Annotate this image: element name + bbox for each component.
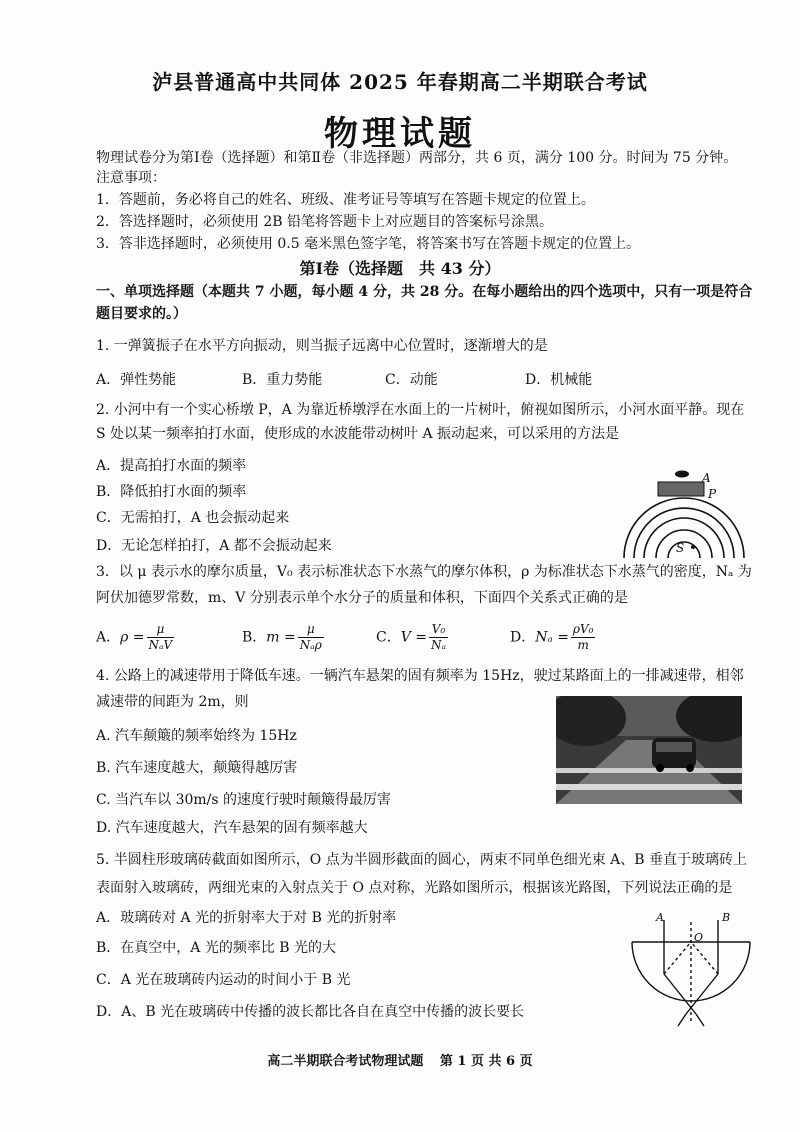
q2-fig-label-a: A	[702, 471, 711, 485]
q2-stem-cont: S 处以某一频率拍打水面，使形成的水波能带动树叶 A 振动起来，可以采用的方法是	[96, 426, 620, 442]
q5-glass-brick-figure	[626, 914, 756, 1030]
q3-c-fraction	[429, 622, 448, 653]
q3-d-fraction	[571, 622, 596, 653]
q1-option-d: D．机械能	[525, 372, 593, 388]
note-1: 1．答题前，务必将自己的姓名、班级、准考证号等填写在答题卡规定的位置上。	[96, 192, 595, 208]
q5-stem: 5. 半圆柱形玻璃砖截面如图所示，O 点为半圆形截面的圆心，两束不同单色细光束 A、B 垂直于玻璃砖上	[96, 852, 748, 868]
q4-stem: 4. 公路上的减速带用于降低车速。一辆汽车悬架的固有频率为 15Hz，驶过某路面上的一排减速带，相邻	[96, 668, 744, 684]
q5-option-a: A．玻璃砖对 A 光的折射率大于对 B 光的折射率	[96, 910, 397, 926]
q4-option-c: C. 当汽车以 30m/s 的速度行驶时颠簸得最厉害	[96, 792, 392, 808]
q1-option-b: B．重力势能	[242, 372, 323, 388]
page-footer	[0, 1050, 800, 1069]
q1-option-a: A．弹性势能	[96, 372, 177, 388]
q5-option-d: D．A、B 光在玻璃砖中传播的波长都比各自在真空中传播的波长要长	[96, 1004, 525, 1020]
exam-title: 泸县普通高中共同体 2025 年春期高二半期联合考试	[152, 70, 648, 94]
q5-fig-label-o: O	[694, 931, 704, 944]
q5-option-b: B．在真空中，A 光的频率比 B 光的大	[96, 940, 337, 956]
q3-option-c	[376, 622, 450, 653]
q4-option-a: A. 汽车颠簸的频率始终为 15Hz	[96, 728, 297, 744]
part-instruction: 一、单项选择题（本题共 7 小题，每小题 4 分，共 28 分。在每小题给出的四个选项中，只有一项是符合	[96, 284, 753, 300]
q2-fig-label-p: P	[708, 487, 717, 501]
q3-d-den: m	[577, 638, 589, 652]
q3-option-d	[510, 622, 597, 653]
q3-stem-cont: 阿伏加德罗常数，m、V 分别表示单个水分子的质量和体积，下面四个关系式正确的是	[96, 590, 628, 606]
q2-option-a: A．提高拍打水面的频率	[96, 458, 247, 474]
q2-option-d: D．无论怎样拍打，A 都不会振动起来	[96, 538, 332, 554]
q3-b-num: μ	[298, 622, 324, 638]
q3-b-label: B．	[242, 629, 267, 646]
notes-title: 注意事项：	[96, 170, 166, 186]
footer-page-number: 第 1 页 共 6 页	[439, 1054, 533, 1069]
q5-option-c: C．A 光在玻璃砖内运动的时间小于 B 光	[96, 972, 351, 988]
q3-b-den: Nₐρ	[299, 638, 322, 652]
subject-title: 物理试题	[324, 114, 476, 154]
speed-bump-photo	[556, 696, 742, 804]
footer-exam-name: 高二半期联合考试物理试题	[267, 1054, 424, 1069]
q2-stem: 2. 小河中有一个实心桥墩 P，A 为靠近桥墩浮在水面上的一片树叶，俯视如图所示，小河水面平静。现在	[96, 402, 745, 418]
q3-c-lhs: V =	[400, 629, 428, 646]
q2-option-b: B．降低拍打水面的频率	[96, 484, 247, 500]
q4-stem-cont: 减速带的间距为 2m，则	[96, 694, 249, 710]
intro-line: 物理试卷分为第Ⅰ卷（选择题）和第Ⅱ卷（非选择题）两部分，共 6 页，满分 100 分。时间为 75 分钟。	[96, 150, 738, 166]
q3-c-den: Nₐ	[431, 638, 447, 652]
q3-option-b	[242, 622, 326, 653]
q3-b-lhs: m =	[266, 629, 296, 646]
q2-option-c: C．无需拍打，A 也会振动起来	[96, 510, 290, 526]
q5-fig-label-b: B	[722, 911, 731, 924]
section-title: 第Ⅰ卷（选择题 共 43 分）	[299, 259, 501, 278]
q3-a-fraction	[147, 622, 175, 653]
q3-b-fraction	[298, 622, 324, 653]
note-3: 3．答非选择题时，必须使用 0.5 毫米黑色签字笔，将答案书写在答题卡规定的位置上。	[96, 236, 641, 252]
q3-d-label: D．	[510, 629, 536, 646]
q3-a-lhs: ρ =	[120, 629, 145, 646]
q3-a-den: NₐV	[148, 638, 173, 652]
note-2: 2．答选择题时，必须使用 2B 铅笔将答题卡上对应题目的答案标号涂黑。	[96, 214, 554, 230]
part-instruction-cont: 题目要求的。）	[96, 306, 187, 322]
q4-option-d: D. 汽车速度越大，汽车悬架的固有频率越大	[96, 820, 368, 836]
q3-c-label: C．	[376, 629, 401, 646]
q3-a-num: μ	[147, 622, 175, 638]
q3-a-label: A．	[96, 629, 121, 646]
q2-fig-label-s: S	[676, 541, 685, 555]
q3-stem: 3．以 μ 表示水的摩尔质量，V₀ 表示标准状态下水蒸气的摩尔体积，ρ 为标准状态下水蒸气的密度，Nₐ 为	[96, 564, 752, 580]
q5-stem-cont: 表面射入玻璃砖，两细光束的入射点关于 O 点对称，光路如图所示，根据该光路图，下列说法正确的是	[96, 880, 733, 896]
q3-c-num: V₀	[429, 622, 448, 638]
q1-stem: 1. 一弹簧振子在水平方向振动，则当振子远离中心位置时，逐渐增大的是	[96, 338, 548, 354]
q3-option-a	[96, 622, 176, 653]
q1-option-c: C．动能	[385, 372, 438, 388]
q5-fig-label-a: A	[656, 911, 664, 924]
q4-option-b: B. 汽车速度越大，颠簸得越厉害	[96, 760, 298, 776]
q3-d-lhs: Nₐ =	[535, 629, 569, 646]
q3-d-num: ρV₀	[572, 622, 594, 636]
